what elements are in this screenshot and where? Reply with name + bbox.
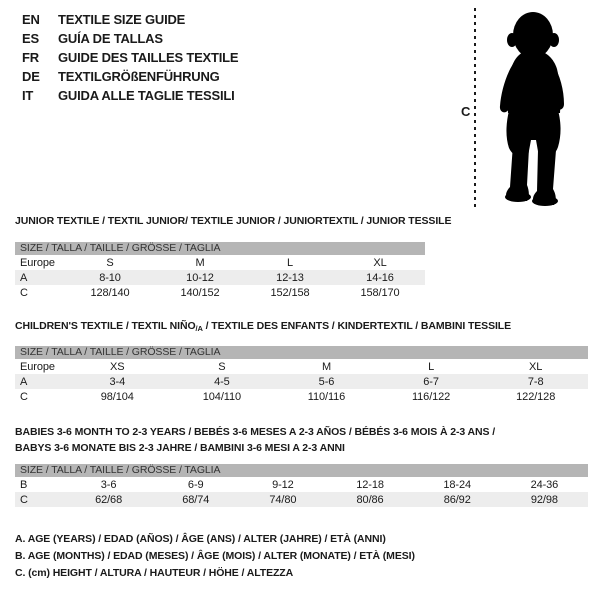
language-row-es xyxy=(22,29,238,48)
footnote-legend xyxy=(15,531,415,582)
table-row xyxy=(15,374,588,389)
table-row xyxy=(15,285,425,300)
age-cell: 7-8 xyxy=(483,374,588,389)
babies-size-table xyxy=(15,464,588,507)
row-label: B xyxy=(20,478,28,491)
age-cell: 6-7 xyxy=(379,374,484,389)
table-row xyxy=(15,359,588,374)
age-cell: 6-9 xyxy=(187,478,204,491)
guide-title: GUIDE DES TAILLES TEXTILE xyxy=(58,50,239,65)
children-table-title xyxy=(15,320,511,333)
guide-title: TEXTILGRÖßENFÜHRUNG xyxy=(58,69,220,84)
age-cell: 3-6 xyxy=(100,478,117,491)
title-line-2: BABYS 3-6 MONATE BIS 2-3 JAHRE / BAMBINI 3-6 MESI A 2-3 ANNI xyxy=(15,442,345,454)
size-cell: XL xyxy=(529,360,543,373)
height-cell: 110/116 xyxy=(307,390,346,403)
height-cell: 152/158 xyxy=(270,286,310,299)
footnote-height: C. (cm) HEIGHT / ALTURA / HAUTEUR / HÖHE / ALTEZZA xyxy=(15,567,294,579)
age-cell: 9-12 xyxy=(272,478,294,491)
language-row-de xyxy=(22,67,238,86)
height-cell: 116/122 xyxy=(411,390,451,403)
height-cell: 122/128 xyxy=(516,390,556,403)
height-measure-label: C xyxy=(461,104,471,119)
age-cell: 12-13 xyxy=(245,270,335,285)
size-header-bar: SIZE / TALLA / TAILLE / GRÖSSE / TAGLIA xyxy=(15,464,588,477)
height-measure-figure xyxy=(450,6,595,212)
height-cell: 140/152 xyxy=(180,286,220,299)
height-dashed-line xyxy=(474,8,476,208)
height-cell: 158/170 xyxy=(360,286,400,299)
height-cell: 104/110 xyxy=(202,390,242,403)
table-row xyxy=(15,492,588,507)
size-header-bar: SIZE / TALLA / TAILLE / GRÖSSE / TAGLIA xyxy=(15,242,425,255)
guide-title: TEXTILE SIZE GUIDE xyxy=(58,12,186,27)
language-code: DE xyxy=(22,69,40,84)
size-header-bar: SIZE / TALLA / TAILLE / GRÖSSE / TAGLIA xyxy=(15,346,588,359)
junior-size-table xyxy=(15,242,425,300)
age-cell: 4-5 xyxy=(170,374,275,389)
size-cell: S xyxy=(218,360,226,373)
height-cell: 80/86 xyxy=(326,492,413,507)
language-code: FR xyxy=(22,50,39,65)
age-cell: 14-16 xyxy=(335,270,425,285)
age-cell: 18-24 xyxy=(443,478,472,491)
language-code: IT xyxy=(22,88,34,103)
size-cell: L xyxy=(428,360,435,373)
age-cell: 5-6 xyxy=(274,374,379,389)
age-cell: 3-4 xyxy=(65,374,170,389)
row-label: C xyxy=(15,492,65,507)
size-cell: S xyxy=(106,256,114,269)
language-title-list xyxy=(22,10,238,105)
table-row xyxy=(15,270,425,285)
language-row-fr xyxy=(22,48,238,67)
language-code: ES xyxy=(22,31,39,46)
row-label: Europe xyxy=(20,256,55,269)
table-row xyxy=(15,389,588,404)
language-row-en xyxy=(22,10,238,29)
babies-table-title xyxy=(15,424,495,456)
height-cell: 74/80 xyxy=(239,492,326,507)
age-cell: 8-10 xyxy=(65,270,155,285)
size-cell: XS xyxy=(110,360,125,373)
toddler-silhouette-icon xyxy=(483,8,583,210)
row-label: C xyxy=(20,390,28,403)
age-cell: 24-36 xyxy=(530,478,559,491)
height-cell: 68/74 xyxy=(152,492,239,507)
guide-title: GUIDA ALLE TAGLIE TESSILI xyxy=(58,88,235,103)
title-text: CHILDREN'S TEXTILE / TEXTIL NIÑO xyxy=(15,320,196,332)
footnote-age-months: B. AGE (MONTHS) / EDAD (MESES) / ÂGE (MOIS) / ALTER (MONATE) / ETÀ (MESI) xyxy=(15,550,415,562)
row-label: A xyxy=(15,270,65,285)
guide-title: GUÍA DE TALLAS xyxy=(58,31,163,46)
language-code: EN xyxy=(22,12,40,27)
title-line-1: BABIES 3-6 MONTH TO 2-3 YEARS / BEBÉS 3-6 MESES A 2-3 AÑOS / BÉBÉS 3-6 MOIS À 2-3 ANS / xyxy=(15,426,496,438)
footnote-age-years: A. AGE (YEARS) / EDAD (AÑOS) / ÂGE (ANS) / ALTER (JAHRE) / ETÀ (ANNI) xyxy=(15,533,386,545)
height-cell: 128/140 xyxy=(90,286,130,299)
age-cell: 10-12 xyxy=(155,270,245,285)
junior-table-title: JUNIOR TEXTILE / TEXTIL JUNIOR/ TEXTILE JUNIOR / JUNIORTEXTIL / JUNIOR TESSILE xyxy=(15,215,452,227)
height-cell: 86/92 xyxy=(414,492,501,507)
row-label: C xyxy=(20,286,28,299)
size-cell: XL xyxy=(373,256,387,269)
title-subscript: /A xyxy=(195,324,203,333)
size-cell: M xyxy=(195,256,205,269)
language-row-it xyxy=(22,86,238,105)
row-label: A xyxy=(15,374,65,389)
children-size-table xyxy=(15,346,588,404)
title-text: / TEXTILE DES ENFANTS / KINDERTEXTIL / BAMBINI TESSILE xyxy=(202,320,512,332)
size-cell: L xyxy=(286,256,294,269)
height-cell: 62/68 xyxy=(65,492,152,507)
table-row xyxy=(15,255,425,270)
size-cell: M xyxy=(321,360,332,373)
row-label: Europe xyxy=(20,360,55,373)
table-row xyxy=(15,477,588,492)
height-cell: 98/104 xyxy=(100,390,134,403)
age-cell: 12-18 xyxy=(356,478,384,491)
height-cell: 92/98 xyxy=(501,492,588,507)
